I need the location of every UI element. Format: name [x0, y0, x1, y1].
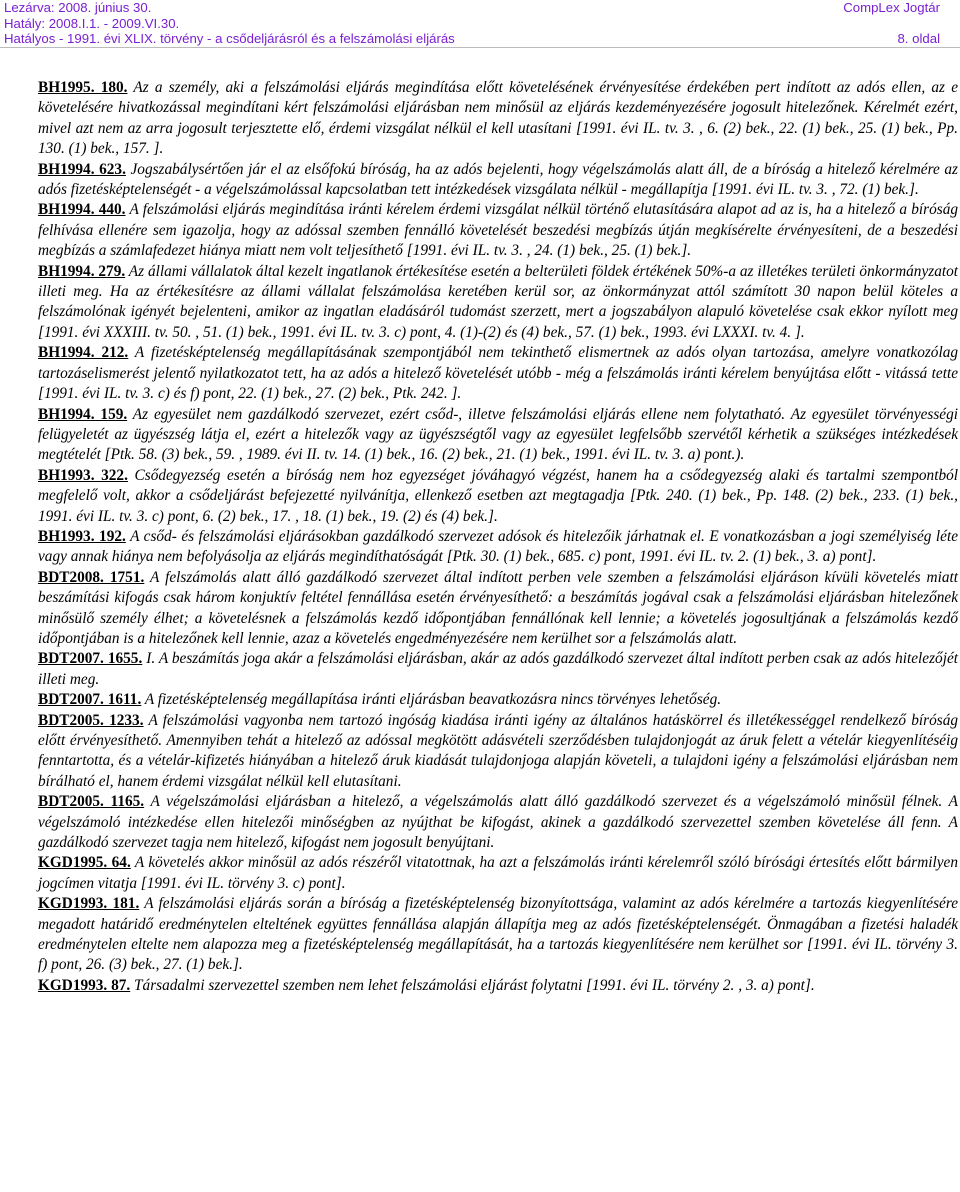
header-divider — [0, 47, 960, 48]
case-summary: Az a személy, aki a felszámolási eljárás megindítása előtt követelésének érvényesítése érdekében pert indított az adós ellen, az e követelésére hivatkozással megindítani kért felszámolási eljárásban nem minősül az eljárás kezdeményezésére jogosult hitelezőnek. — [38, 79, 958, 117]
case-reference-link[interactable]: BH1995. 180. — [38, 79, 128, 96]
case-entry — [38, 792, 958, 853]
case-entry — [38, 78, 958, 160]
case-summary: Csődegyezség esetén a bíróság nem hoz egyezséget jóváhagyó végzést, hanem ha a csődegyezség alaki és tartalmi szempontból megfelelő volt, akkor a csődeljárást befejezetté nyilvánítja, ellenkező esetben azt megtagadja [Ptk. 240. (1) bek., Pp. 148. (2) bek., 233. (1) bek., 1991. évi IL. tv. 3. c) pont, 6. (2) bek., 17. , 18. (1) bek., 19. (2) és (4) bek.]. — [38, 466, 958, 525]
product-name: CompLex Jogtár — [843, 0, 940, 15]
case-summary: A felszámolási vagyonba nem tartozó ingóság kiadása iránti igény az általános hatáskörrel és illetékességgel rendelkező bíróság előtt érvényesíthető. Amennyiben tehát a hitelező az adóssal megkötött adásvételi szerződésben tulajdonjogát az áruk felett a vételár kiegyenlítéséig fenntartotta, és a vételár-kifizetés hiányában a hitelező áruk kiadását tulajdonjoga alapján követeli, a tulajdoni igény a felszámolási eljárásban nem bírálható el, hanem érdemi vizsgálat nélkül kell elutasítani. — [38, 711, 958, 790]
case-summary: I. A beszámítás joga akár a felszámolási eljárásban, akár az adós gazdálkodó szervezet által indított perben csak az adós hitelezőjét illeti meg. — [38, 650, 958, 688]
case-reference-link[interactable]: BDT2007. 1611. — [38, 691, 142, 709]
case-summary: Az egyesület nem gazdálkodó szervezet, ezért csőd-, illetve felszámolási eljárás ellene nem folytatható. — [127, 405, 786, 423]
case-reference-link[interactable]: KGD1995. 64. — [38, 854, 131, 872]
case-summary-cont: E vonatkozásban a jogi személyiség léte vagy annak hiánya nem befolyásolja az eljárás megindíthatóságát [Ptk. 30. (1) bek., 685. c) pont, 1991. évi IL. tv. 2. (1) bek., 3. a) pont]. — [38, 527, 959, 566]
case-reference-link[interactable]: BH1994. 279. — [38, 262, 126, 280]
validity-period: Hatály: 2008.I.1. - 2009.VI.30. — [4, 16, 180, 31]
case-entry — [38, 200, 958, 261]
header-row-2 — [4, 16, 940, 32]
header-row-1 — [4, 0, 940, 16]
case-reference-link[interactable]: KGD1993. 87. — [38, 976, 131, 994]
case-summary: A végelszámolási eljárásban a hitelező, a végelszámolás alatt álló gazdálkodó szervezet és a végelszámoló minősül félnek. A végelszámoló intézkedése ellen hitelezői minőségben az nyújthat be kifogást, akinek a gazdálkodó szervezettel szemben követelése áll fenn. A gazdálkodó szervezet tagja nem hitelező, kifogást nem jogosult benyújtani. — [38, 793, 958, 852]
closing-date: Lezárva: 2008. június 30. — [4, 0, 152, 15]
page-number: 8. oldal — [897, 31, 940, 46]
case-entry — [38, 466, 958, 527]
case-reference-link[interactable]: BDT2007. 1655. — [38, 650, 143, 668]
case-reference-link[interactable]: BDT2005. 1233. — [38, 711, 144, 729]
case-entry — [38, 405, 958, 466]
case-entry — [38, 262, 958, 344]
case-summary: A fizetésképtelenség megállapításának szempontjából nem tekinthető elismertnek az adós olyan tartozása, amelyre vonatkozólag tartozáselismerést jelentő nyilatkozatot tett, ha az adós a hitelező követelését utóbb - még a felszámolás iránti kérelem benyújtása előtt - vitássá tette [1991. évi IL. tv. 3. c) és f) pont, 22. (1) bek., 27. (2) bek., Ptk. 242. ]. — [38, 344, 958, 403]
document-title: Hatályos - 1991. évi XLIX. törvény - a csődeljárásról és a felszámolási eljárás — [4, 31, 455, 46]
case-reference-link[interactable]: BH1993. 192. — [38, 527, 126, 545]
case-reference-link[interactable]: BH1994. 159. — [38, 405, 128, 423]
case-entry — [38, 711, 958, 793]
case-summary: A csőd- és felszámolási eljárásokban gazdálkodó szervezet adósok és hitelezőik járhatnak el. — [125, 527, 705, 545]
case-summary-cont: Ha az értékesítésre az állami vállalat felszámolása keretében kerül sor, az önkormányzat attól számított 30 napon belül köteles a felszámolónak igényét bejelenteni, amikor az ingatlan eladásáról tudomást szerzett, mert a jogszabályon alapuló követelése csak ekkor nyílott meg [1991. évi XXXIII. tv. 50. , 51. (1) bek., 1991. évi IL. tv. 3. c) pont, 4. (1)-(2) és (4) bek., 57. (1) bek., 1993. évi LXXXI. tv. 4. ]. — [38, 283, 958, 341]
case-entry — [38, 894, 958, 976]
document-header — [0, 0, 960, 47]
case-summary-cont: Az egyesület törvényességi felügyeletét az ügyészség látja el, ezért a hitelezők vagy az ügyészségtől vagy az egyesület legfelsőbb szervétől kérhetik a szükséges intézkedések megtételét [Ptk. 58. (3) bek., 59. , 1989. évi II. tv. 14. (1) bek., 16. (2) bek., 21. (1) bek., 1991. évi IL. tv. 3. a) pont.). — [38, 405, 958, 464]
case-reference-link[interactable]: BDT2008. 1751. — [38, 568, 145, 586]
case-summary: A felszámolás alatt álló gazdálkodó szervezet által indított perben vele szemben a felszámolási eljáráson kívüli követelés miatt beszámítási kifogás csak három konjuktív feltétel fennállása esetén érvényesíthető: a beszámítás jogával csak a felszámolási eljárásban hitelezőnek minősülő személy élhet; a követelésnek a felszámolás kezdő időpontjában fennállónak kell lennie; a követelés jogosultjának a felszámolás kezdő időpontjában is a hitelezőnek kell lennie, azaz a követelés engedményezésére nem kerülhet sor a felszámolás alatt. — [38, 568, 958, 647]
case-entry — [38, 527, 958, 568]
case-summary: A felszámolási eljárás megindítása iránti kérelem érdemi vizsgálat nélkül történő elutasítására alapot ad az is, ha a hitelező a bíróság felhívása ellenére sem igazolja, hogy az adóssal szemben fennálló követelését beszedési megbízás útján megkísérelte érvényesíteni, de a beszedési megbízás a számlafedezet hiánya miatt nem volt teljesíthető [1991. évi IL. tv. 3. , 24. (1) bek., 25. (1) bek.]. — [38, 201, 958, 260]
case-reference-link[interactable]: BH1994. 623. — [38, 160, 126, 178]
case-entry — [38, 690, 958, 710]
case-entry — [38, 568, 958, 650]
case-summary: A felszámolási eljárás során a bíróság a fizetésképtelenség bizonyítottsága, valamint az adós kérelmére a tartozás kiegyenlítésére megadott határidő eredménytelen elteltének együttes fennállása alapján állapítja meg az adós fizetésképtelenségét. Önmagában a fizetési haladék eredménytelen eltelte nem alapozza meg a fizetésképtelenség megállapítását, ha a tartozás kiegyenlítésére nem kerülhet sor [1991. évi IL. törvény 3. f) pont, 26. (3) bek., 27. (1) bek.]. — [38, 895, 959, 974]
case-summary: Jogszabálysértően jár el az elsőfokú bíróság, ha az adós bejelenti, hogy végelszámolás alatt áll, de a bíróság a hitelező kérelmére az adós fizetésképtelenségét - a végelszámolással kapcsolatban tett intézkedések vizsgálata nélkül - megállapítja [1991. évi IL. tv. 3. , 72. (1) bek.]. — [38, 160, 958, 199]
case-summary-cont: Kérelmét ezért, mivel azt nem az arra jogosult terjesztette elő, érdemi vizsgálat nélkül el kell utasítani [1991. évi IL. tv. 3. , 6. (2) bek., 22. (1) bek., 25. (1) bek., Pp. 130. (1) bek., 157. ]. — [38, 99, 958, 158]
case-summary: A fizetésképtelenség megállapítása iránti eljárásban beavatkozásra nincs törvényes lehetőség. — [141, 691, 722, 709]
case-entry — [38, 343, 958, 404]
case-summary: A követelés akkor minősül az adós részéről vitatottnak, ha azt a felszámolás iránti kérelemről szóló bírósági értesítés előtt bármilyen jogcímen vitatja [1991. évi IL. törvény 3. c) pont]. — [38, 854, 958, 892]
case-entry — [38, 649, 958, 690]
case-entry — [38, 976, 958, 996]
case-reference-link[interactable]: KGD1993. 181. — [38, 895, 140, 913]
case-law-list — [38, 78, 958, 996]
case-summary: Társadalmi szervezettel szemben nem lehet felszámolási eljárást folytatni [1991. évi IL. törvény 2. , 3. a) pont]. — [130, 976, 815, 994]
case-entry — [38, 853, 958, 894]
case-reference-link[interactable]: BH1994. 212. — [38, 344, 129, 362]
case-entry — [38, 160, 958, 201]
case-reference-link[interactable]: BDT2005. 1165. — [38, 793, 145, 811]
header-row-3 — [4, 31, 940, 47]
case-summary: Az állami vállalatok által kezelt ingatlanok értékesítése esetén a belterületi földek értékének 50%-a az illetékes területi önkormányzatot illeti meg. — [38, 262, 958, 301]
case-reference-link[interactable]: BH1994. 440. — [38, 201, 126, 219]
case-reference-link[interactable]: BH1993. 322. — [38, 466, 128, 484]
